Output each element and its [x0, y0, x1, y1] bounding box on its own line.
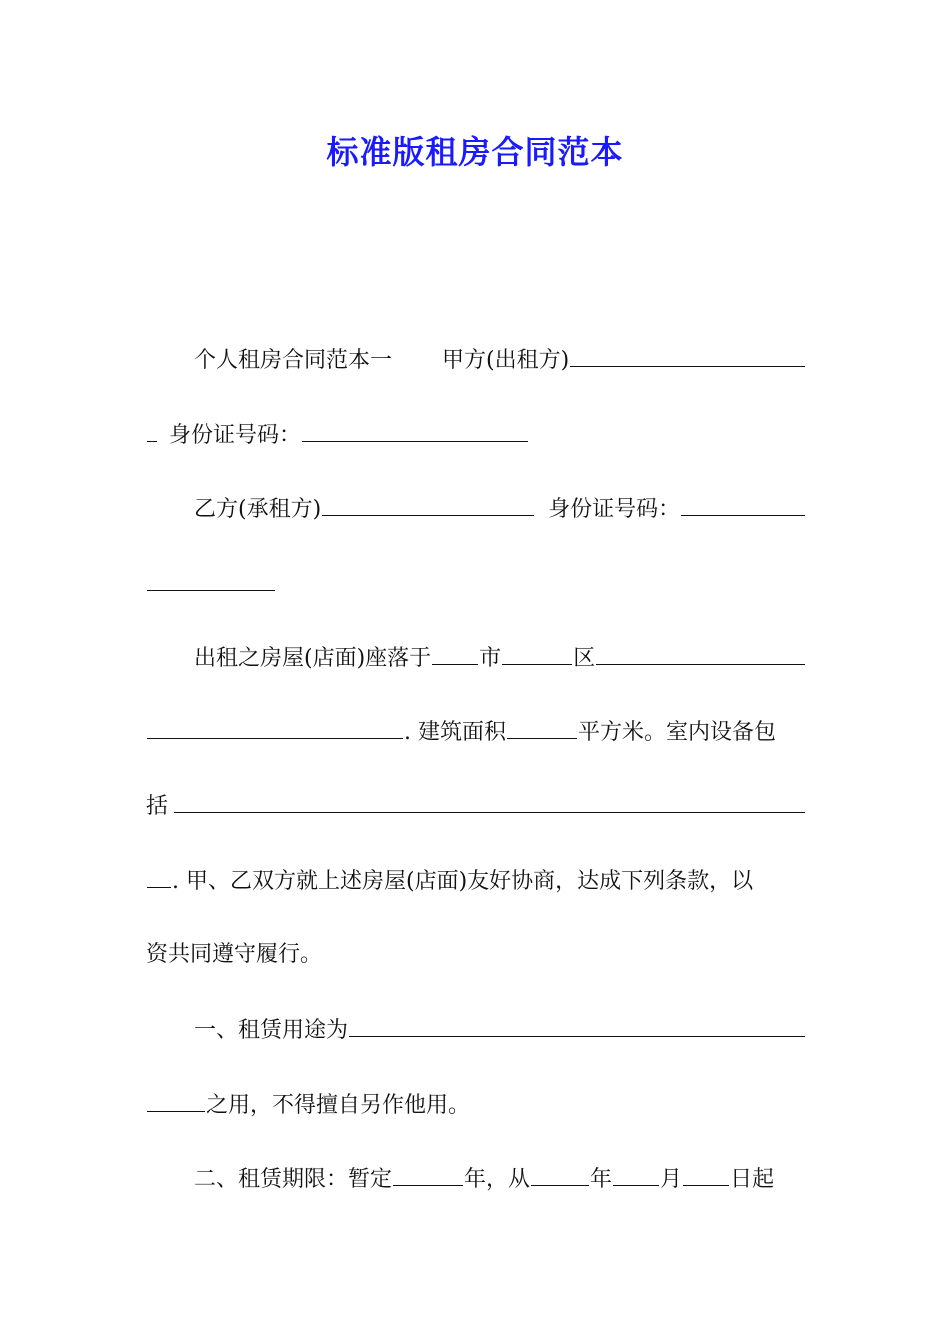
- blank-line: [147, 564, 275, 591]
- paragraph-line-7: [146, 786, 806, 826]
- document-title: 标准版租房合同范本: [326, 133, 624, 171]
- paragraph-line-8: [146, 861, 806, 901]
- paragraph-line-12: [146, 1159, 806, 1199]
- paragraph-line-4: [146, 564, 806, 604]
- text-segment: 年: [590, 1167, 613, 1192]
- blank-line: [147, 1085, 205, 1112]
- text-segment: 平方米。室内设备包: [578, 720, 777, 745]
- text-segment: 之用，不得擅自另作他用。: [206, 1093, 471, 1118]
- blank-line: [302, 415, 528, 442]
- blank-line: [502, 638, 572, 665]
- text-segment: 身份证号码：: [169, 423, 302, 448]
- blank-line: [147, 861, 171, 888]
- text-segment: 身份证号码：: [548, 497, 681, 522]
- text-segment: 二、租赁期限：暂定: [194, 1167, 393, 1192]
- text-segment: 月: [660, 1167, 683, 1192]
- text-segment: 个人租房合同范本一: [194, 348, 393, 373]
- paragraph-line-5: [146, 638, 806, 678]
- paragraph-line-9: [146, 935, 806, 975]
- paragraph-line-2: [146, 415, 806, 455]
- text-segment: 市: [479, 646, 502, 671]
- text-segment: 区: [573, 646, 596, 671]
- text-segment: 一、租赁用途为: [194, 1018, 349, 1043]
- text-segment: 乙方(承租方): [194, 497, 322, 522]
- blank-line: [613, 1159, 659, 1186]
- text-segment: . 甲、乙双方就上述房屋(店面)友好协商，达成下列条款，以: [172, 869, 754, 894]
- blank-line: [147, 712, 403, 739]
- paragraph-line-1: [146, 340, 806, 380]
- blank-line: [507, 712, 577, 739]
- text-segment: 年，从: [464, 1167, 531, 1192]
- blank-line: [683, 1159, 729, 1186]
- blank-line: [531, 1159, 589, 1186]
- paragraph-line-10: [146, 1010, 806, 1050]
- blank-line: [322, 489, 534, 516]
- blank-line: [393, 1159, 463, 1186]
- paragraph-line-11: [146, 1085, 806, 1125]
- blank-line: [349, 1010, 805, 1037]
- text-segment: 出租之房屋(店面)座落于: [194, 646, 432, 671]
- blank-line: [147, 415, 157, 442]
- text-segment: 甲方(出租方): [442, 348, 570, 373]
- blank-line: [570, 340, 805, 367]
- blank-line: [596, 638, 805, 665]
- paragraph-line-3: [146, 489, 806, 529]
- text-segment: 资共同遵守履行。: [146, 942, 323, 967]
- text-segment: 括: [146, 794, 169, 819]
- blank-line: [432, 638, 478, 665]
- blank-line: [174, 786, 805, 813]
- text-segment: 日起: [730, 1167, 775, 1192]
- text-segment: . 建筑面积: [404, 720, 506, 745]
- blank-line: [681, 489, 805, 516]
- paragraph-line-6: [146, 712, 806, 752]
